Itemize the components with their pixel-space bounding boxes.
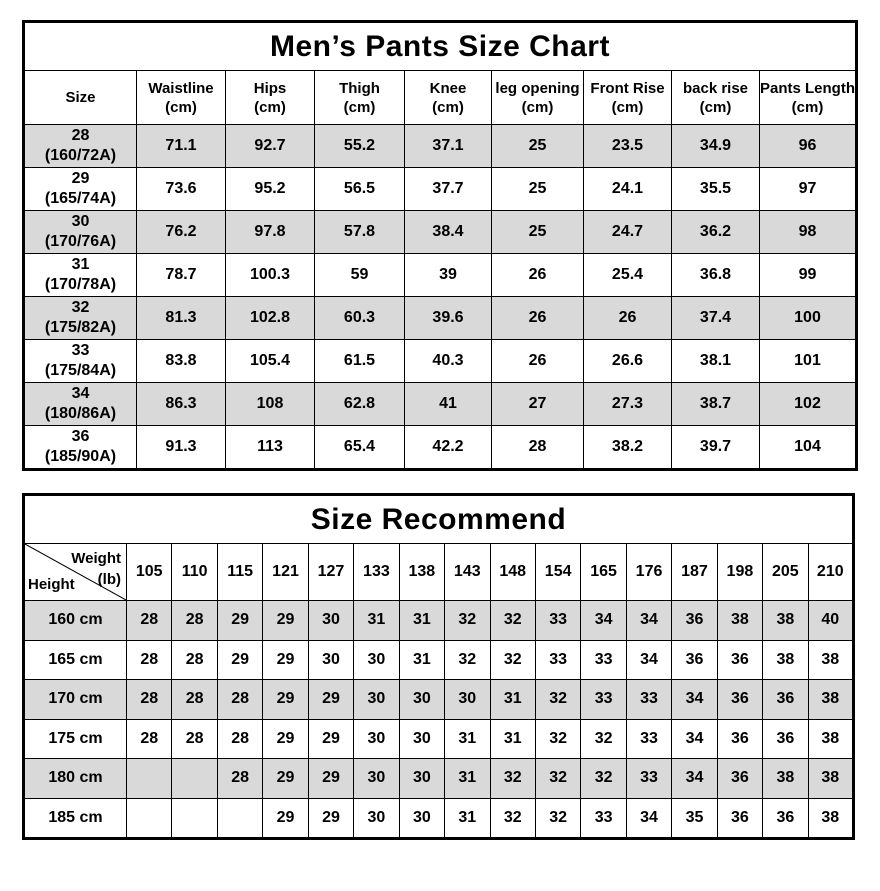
- recommend-size-cell: 36: [672, 601, 717, 641]
- size-chart-row: [24, 340, 857, 383]
- recommend-size-cell: 29: [263, 798, 308, 839]
- size-spec: (180/86A): [44, 405, 117, 422]
- recommend-size-cell: 34: [581, 601, 626, 641]
- measurement-cell: 78.7: [137, 254, 226, 297]
- recommend-size-cell: 28: [217, 759, 262, 799]
- measurement-cell: 38.7: [672, 383, 760, 426]
- measurement-cell: 96: [760, 125, 857, 168]
- measurement-cell: 61.5: [315, 340, 405, 383]
- recommend-size-cell: 38: [808, 719, 853, 759]
- size-number: 33: [71, 342, 90, 359]
- recommend-size-cell: 38: [808, 640, 853, 680]
- recommend-size-cell: 38: [808, 680, 853, 720]
- weight-header-cell: 148: [490, 544, 535, 601]
- recommend-size-cell: 38: [717, 601, 762, 641]
- size-spec: (170/76A): [44, 233, 117, 250]
- size-row-header: [24, 297, 137, 340]
- recommend-size-cell: 28: [127, 640, 172, 680]
- weight-header-cell: 110: [172, 544, 217, 601]
- measurement-cell: 59: [315, 254, 405, 297]
- weight-header-cell: 154: [535, 544, 580, 601]
- recommend-size-cell: 36: [717, 759, 762, 799]
- column-unit: (cm): [165, 98, 197, 116]
- measurement-cell: 39.7: [672, 426, 760, 470]
- weight-header-cell: 105: [127, 544, 172, 601]
- recommend-size-cell: 36: [717, 640, 762, 680]
- measurement-cell: 41: [405, 383, 492, 426]
- measurement-cell: 27.3: [584, 383, 672, 426]
- size-chart-column-header: [405, 71, 492, 125]
- size-chart-title-row: [24, 22, 857, 71]
- recommend-size-cell: 29: [263, 680, 308, 720]
- column-label: Front Rise: [590, 79, 665, 97]
- measurement-cell: 100: [760, 297, 857, 340]
- recommend-size-cell: 29: [308, 759, 353, 799]
- recommend-size-cell: 28: [172, 680, 217, 720]
- size-recommend-table: [22, 493, 855, 840]
- recommend-size-cell: 29: [263, 759, 308, 799]
- recommend-size-cell: 31: [445, 798, 490, 839]
- measurement-cell: 62.8: [315, 383, 405, 426]
- recommend-size-cell: 33: [581, 640, 626, 680]
- recommend-size-cell: 28: [172, 719, 217, 759]
- measurement-cell: 26: [584, 297, 672, 340]
- height-row-header: 175 cm: [24, 719, 127, 759]
- measurement-cell: 101: [760, 340, 857, 383]
- size-number: 28: [71, 127, 90, 144]
- size-chart-column-header: [315, 71, 405, 125]
- recommend-size-cell: 33: [581, 680, 626, 720]
- measurement-cell: 26: [492, 254, 584, 297]
- measurement-cell: 104: [760, 426, 857, 470]
- recommend-size-cell: [127, 798, 172, 839]
- measurement-cell: 35.5: [672, 168, 760, 211]
- column-label: leg opening: [495, 79, 580, 97]
- measurement-cell: 24.1: [584, 168, 672, 211]
- size-number: 30: [71, 213, 90, 230]
- recommend-size-cell: 30: [445, 680, 490, 720]
- size-chart-row: [24, 383, 857, 426]
- size-chart-row: [24, 211, 857, 254]
- recommend-size-cell: 34: [672, 680, 717, 720]
- measurement-cell: 26: [492, 340, 584, 383]
- measurement-cell: 55.2: [315, 125, 405, 168]
- measurement-cell: 36.8: [672, 254, 760, 297]
- measurement-cell: 100.3: [226, 254, 315, 297]
- recommend-size-cell: [172, 798, 217, 839]
- measurement-cell: 65.4: [315, 426, 405, 470]
- measurement-cell: 108: [226, 383, 315, 426]
- measurement-cell: 73.6: [137, 168, 226, 211]
- measurement-cell: 57.8: [315, 211, 405, 254]
- size-chart-column-header: [760, 71, 857, 125]
- measurement-cell: 86.3: [137, 383, 226, 426]
- measurement-cell: 40.3: [405, 340, 492, 383]
- measurement-cell: 81.3: [137, 297, 226, 340]
- column-label: Hips: [253, 79, 287, 97]
- weight-header-cell: 205: [763, 544, 808, 601]
- recommend-size-cell: 38: [808, 759, 853, 799]
- recommend-size-cell: 30: [354, 680, 399, 720]
- height-row-header: 160 cm: [24, 601, 127, 641]
- recommend-size-cell: 33: [535, 601, 580, 641]
- measurement-cell: 56.5: [315, 168, 405, 211]
- recommend-size-cell: 36: [763, 798, 808, 839]
- weight-header-cell: 121: [263, 544, 308, 601]
- recommend-size-cell: 33: [626, 680, 671, 720]
- measurement-cell: 36.2: [672, 211, 760, 254]
- recommend-size-cell: 31: [490, 719, 535, 759]
- weight-header-cell: 127: [308, 544, 353, 601]
- column-unit: (cm): [432, 98, 464, 116]
- weight-unit-label: (lb): [97, 571, 121, 588]
- size-recommend-title: Size Recommend: [24, 495, 854, 544]
- size-number: 32: [71, 299, 90, 316]
- size-chart-title: Men’s Pants Size Chart: [24, 22, 857, 71]
- recommend-size-cell: 34: [672, 759, 717, 799]
- size-chart-column-header: [492, 71, 584, 125]
- measurement-cell: 97.8: [226, 211, 315, 254]
- recommend-size-cell: 31: [399, 640, 444, 680]
- measurement-cell: 37.1: [405, 125, 492, 168]
- size-spec: (165/74A): [44, 190, 117, 207]
- measurement-cell: 102: [760, 383, 857, 426]
- size-chart-column-header: [584, 71, 672, 125]
- size-row-header: [24, 168, 137, 211]
- column-unit: (cm): [343, 98, 376, 116]
- recommend-size-cell: 32: [445, 601, 490, 641]
- recommend-size-cell: 31: [354, 601, 399, 641]
- column-unit: (cm): [521, 98, 554, 116]
- size-recommend-row: [24, 759, 854, 799]
- size-spec: (175/82A): [44, 319, 117, 336]
- measurement-cell: 39.6: [405, 297, 492, 340]
- height-row-header: 165 cm: [24, 640, 127, 680]
- recommend-size-cell: 29: [217, 601, 262, 641]
- recommend-size-cell: 30: [354, 640, 399, 680]
- measurement-cell: 97: [760, 168, 857, 211]
- recommend-size-cell: 38: [808, 798, 853, 839]
- measurement-cell: 25: [492, 168, 584, 211]
- recommend-size-cell: 36: [717, 798, 762, 839]
- measurement-cell: 105.4: [226, 340, 315, 383]
- recommend-size-cell: 32: [445, 640, 490, 680]
- column-unit: (cm): [791, 98, 824, 116]
- measurement-cell: 34.9: [672, 125, 760, 168]
- size-chart-column-header: [672, 71, 760, 125]
- column-unit: (cm): [254, 98, 286, 116]
- height-row-header: 170 cm: [24, 680, 127, 720]
- recommend-size-cell: 30: [399, 719, 444, 759]
- recommend-size-cell: 30: [399, 680, 444, 720]
- recommend-size-cell: 29: [217, 640, 262, 680]
- recommend-size-cell: 36: [763, 680, 808, 720]
- height-row-header: 185 cm: [24, 798, 127, 839]
- recommend-size-cell: [172, 759, 217, 799]
- recommend-size-cell: 29: [308, 680, 353, 720]
- recommend-size-cell: 29: [263, 640, 308, 680]
- recommend-size-cell: 28: [217, 719, 262, 759]
- measurement-cell: 26: [492, 297, 584, 340]
- size-number: 31: [71, 256, 90, 273]
- recommend-size-cell: 38: [763, 759, 808, 799]
- measurement-cell: 38.2: [584, 426, 672, 470]
- size-row-header: [24, 211, 137, 254]
- recommend-size-cell: 29: [263, 601, 308, 641]
- measurement-cell: 37.4: [672, 297, 760, 340]
- size-recommend-row: [24, 798, 854, 839]
- measurement-cell: 26.6: [584, 340, 672, 383]
- recommend-size-cell: 28: [172, 601, 217, 641]
- recommend-size-cell: 31: [490, 680, 535, 720]
- recommend-size-cell: 29: [308, 798, 353, 839]
- measurement-cell: 38.1: [672, 340, 760, 383]
- recommend-size-cell: 31: [445, 759, 490, 799]
- column-unit: (cm): [699, 98, 732, 116]
- recommend-size-cell: 30: [354, 798, 399, 839]
- recommend-size-cell: 29: [263, 719, 308, 759]
- measurement-cell: 99: [760, 254, 857, 297]
- size-spec: (175/84A): [44, 362, 117, 379]
- size-row-header: [24, 254, 137, 297]
- recommend-size-cell: 38: [763, 601, 808, 641]
- weight-header-cell: 138: [399, 544, 444, 601]
- recommend-size-cell: 30: [354, 759, 399, 799]
- measurement-cell: 76.2: [137, 211, 226, 254]
- recommend-size-cell: 31: [445, 719, 490, 759]
- recommend-size-cell: 30: [399, 798, 444, 839]
- column-label: Waistline: [148, 79, 214, 97]
- recommend-size-cell: 34: [626, 798, 671, 839]
- recommend-size-cell: 33: [535, 640, 580, 680]
- weight-header-cell: 115: [217, 544, 262, 601]
- size-chart-row: [24, 254, 857, 297]
- size-chart-column-header: [137, 71, 226, 125]
- size-chart-table: [22, 20, 858, 471]
- size-chart-header-row: [24, 71, 857, 125]
- size-recommend-row: [24, 680, 854, 720]
- recommend-size-cell: 30: [354, 719, 399, 759]
- measurement-cell: 92.7: [226, 125, 315, 168]
- weight-header-cell: 176: [626, 544, 671, 601]
- measurement-cell: 23.5: [584, 125, 672, 168]
- recommend-size-cell: 32: [490, 640, 535, 680]
- size-number: 34: [71, 385, 90, 402]
- recommend-size-cell: 28: [172, 640, 217, 680]
- recommend-size-cell: 28: [127, 601, 172, 641]
- recommend-size-cell: 36: [717, 680, 762, 720]
- size-chart-column-header: [24, 71, 137, 125]
- column-label: Thigh: [339, 79, 380, 97]
- size-recommend-title-row: [24, 495, 854, 544]
- recommend-size-cell: 40: [808, 601, 853, 641]
- measurement-cell: 24.7: [584, 211, 672, 254]
- column-label: Pants Length: [760, 79, 856, 97]
- size-row-header: [24, 125, 137, 168]
- measurement-cell: 98: [760, 211, 857, 254]
- measurement-cell: 95.2: [226, 168, 315, 211]
- measurement-cell: 113: [226, 426, 315, 470]
- size-chart-row: [24, 125, 857, 168]
- measurement-cell: 91.3: [137, 426, 226, 470]
- recommend-size-cell: 34: [626, 640, 671, 680]
- measurement-cell: 25.4: [584, 254, 672, 297]
- size-spec: (170/78A): [44, 276, 117, 293]
- size-recommend-row: [24, 601, 854, 641]
- recommend-size-cell: 28: [127, 680, 172, 720]
- measurement-cell: 102.8: [226, 297, 315, 340]
- recommend-size-cell: 32: [490, 798, 535, 839]
- recommend-size-cell: 30: [308, 601, 353, 641]
- size-row-header: [24, 426, 137, 470]
- column-label: Size: [65, 89, 96, 106]
- recommend-size-cell: [217, 798, 262, 839]
- recommend-size-cell: 28: [217, 680, 262, 720]
- weight-header-cell: 210: [808, 544, 853, 601]
- recommend-size-cell: 32: [535, 719, 580, 759]
- recommend-size-cell: 32: [535, 759, 580, 799]
- measurement-cell: 25: [492, 211, 584, 254]
- column-label: back rise: [682, 79, 749, 97]
- column-label: Knee: [429, 79, 467, 97]
- measurement-cell: 42.2: [405, 426, 492, 470]
- recommend-size-cell: 34: [672, 719, 717, 759]
- recommend-size-cell: 32: [581, 759, 626, 799]
- size-chart-row: [24, 297, 857, 340]
- column-unit: (cm): [611, 98, 644, 116]
- height-label: Height: [28, 576, 75, 593]
- recommend-size-cell: 33: [626, 719, 671, 759]
- measurement-cell: 28: [492, 426, 584, 470]
- recommend-size-cell: 30: [399, 759, 444, 799]
- recommend-size-cell: 32: [535, 798, 580, 839]
- size-chart-row: [24, 168, 857, 211]
- weight-header-cell: 198: [717, 544, 762, 601]
- measurement-cell: 71.1: [137, 125, 226, 168]
- recommend-size-cell: 33: [626, 759, 671, 799]
- recommend-size-cell: 36: [717, 719, 762, 759]
- measurement-cell: 27: [492, 383, 584, 426]
- recommend-size-cell: 29: [308, 719, 353, 759]
- recommend-size-cell: 36: [672, 640, 717, 680]
- weight-header-cell: 133: [354, 544, 399, 601]
- measurement-cell: 83.8: [137, 340, 226, 383]
- size-spec: (185/90A): [44, 448, 117, 465]
- size-spec: (160/72A): [44, 147, 117, 164]
- recommend-size-cell: [127, 759, 172, 799]
- recommend-size-cell: 35: [672, 798, 717, 839]
- size-row-header: [24, 383, 137, 426]
- weight-label: Weight: [71, 550, 121, 567]
- height-weight-corner-cell: [24, 544, 127, 601]
- recommend-size-cell: 30: [308, 640, 353, 680]
- size-recommend-row: [24, 719, 854, 759]
- recommend-size-cell: 38: [763, 640, 808, 680]
- size-number: 29: [71, 170, 90, 187]
- recommend-size-cell: 28: [127, 719, 172, 759]
- height-row-header: 180 cm: [24, 759, 127, 799]
- weight-header-cell: 165: [581, 544, 626, 601]
- recommend-size-cell: 34: [626, 601, 671, 641]
- size-chart-column-header: [226, 71, 315, 125]
- size-recommend-row: [24, 640, 854, 680]
- measurement-cell: 37.7: [405, 168, 492, 211]
- recommend-size-cell: 32: [490, 601, 535, 641]
- recommend-size-cell: 31: [399, 601, 444, 641]
- size-chart-row: [24, 426, 857, 470]
- measurement-cell: 25: [492, 125, 584, 168]
- measurement-cell: 38.4: [405, 211, 492, 254]
- recommend-size-cell: 32: [535, 680, 580, 720]
- weight-header-cell: 187: [672, 544, 717, 601]
- recommend-size-cell: 36: [763, 719, 808, 759]
- recommend-size-cell: 32: [581, 719, 626, 759]
- recommend-size-cell: 32: [490, 759, 535, 799]
- measurement-cell: 60.3: [315, 297, 405, 340]
- size-number: 36: [71, 428, 90, 445]
- weight-header-cell: 143: [445, 544, 490, 601]
- size-row-header: [24, 340, 137, 383]
- recommend-size-cell: 33: [581, 798, 626, 839]
- size-recommend-header-row: [24, 544, 854, 601]
- measurement-cell: 39: [405, 254, 492, 297]
